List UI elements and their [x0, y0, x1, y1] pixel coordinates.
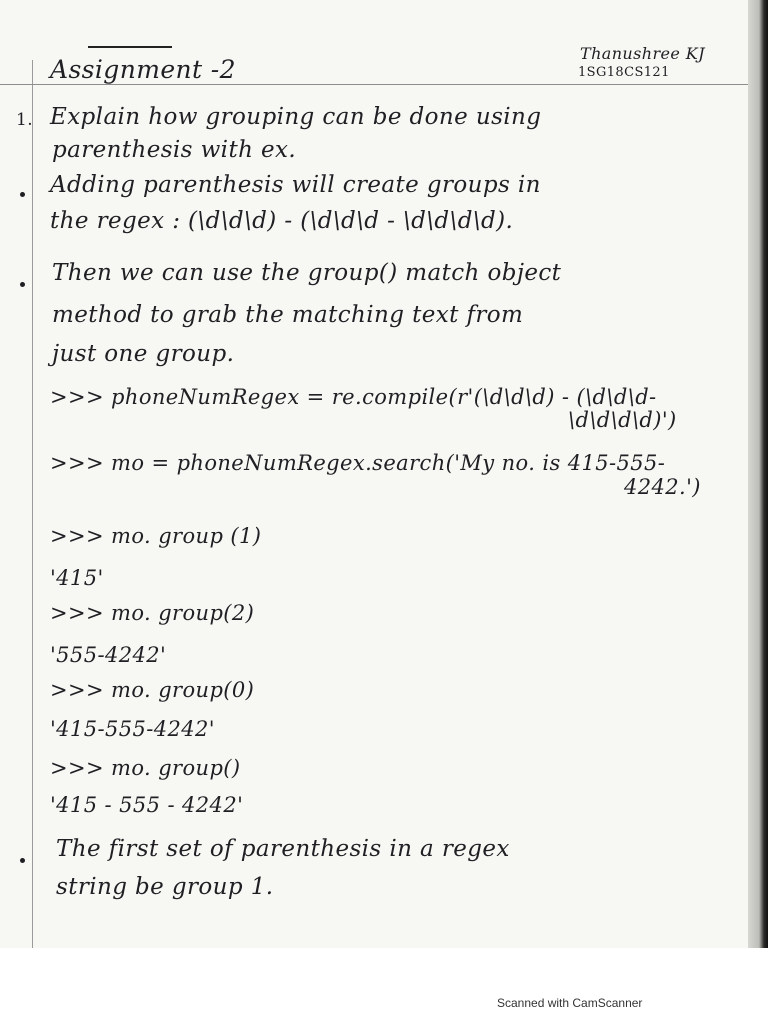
- answer-bullet1-line2: the regex : (\d\d\d) - (\d\d\d - \d\d\d\d).: [50, 208, 514, 234]
- bullet-point: [20, 282, 25, 287]
- code-line: \d\d\d\d)'): [568, 408, 677, 432]
- code-line: >>> mo. group(0): [50, 678, 255, 702]
- scanner-watermark: Scanned with CamScanner: [497, 996, 643, 1010]
- answer-bullet3-line2: string be group 1.: [56, 874, 274, 900]
- answer-bullet3-line1: The first set of parenthesis in a regex: [56, 836, 510, 862]
- code-line: '555-4242': [50, 643, 167, 667]
- code-line: '415 - 555 - 4242': [50, 793, 244, 817]
- code-line: >>> phoneNumRegex = re.compile(r'(\d\d\d) - (\d\d\d-: [50, 385, 657, 409]
- question-line-1: Explain how grouping can be done using: [50, 104, 542, 130]
- code-line: >>> mo. group(2): [50, 601, 255, 625]
- answer-bullet2-line1: Then we can use the group() match object: [52, 260, 562, 286]
- scan-footer: [0, 948, 768, 1024]
- bullet-point: [20, 192, 25, 197]
- code-line: '415-555-4242': [50, 717, 215, 741]
- question-number: 1.: [16, 110, 34, 130]
- code-line: '415': [50, 566, 104, 590]
- code-line: >>> mo. group (1): [50, 524, 262, 548]
- header-rule: [0, 84, 750, 85]
- author-name: Thanushree KJ: [580, 44, 705, 63]
- code-line: >>> mo. group(): [50, 756, 241, 780]
- title-overline: [88, 46, 172, 48]
- page-edge: [748, 0, 768, 948]
- code-line: 4242.'): [624, 475, 701, 499]
- assignment-title: Assignment -2: [50, 55, 236, 84]
- code-line: >>> mo = phoneNumRegex.search('My no. is 415-555-: [50, 451, 666, 475]
- bullet-point: [20, 858, 25, 863]
- answer-bullet1-line1: Adding parenthesis will create groups in: [50, 172, 541, 198]
- question-line-2: parenthesis with ex.: [52, 137, 297, 163]
- author-usn: 1SG18CS121: [578, 65, 670, 80]
- margin-line: [32, 60, 33, 948]
- answer-bullet2-line3: just one group.: [52, 341, 235, 367]
- answer-bullet2-line2: method to grab the matching text from: [52, 302, 524, 328]
